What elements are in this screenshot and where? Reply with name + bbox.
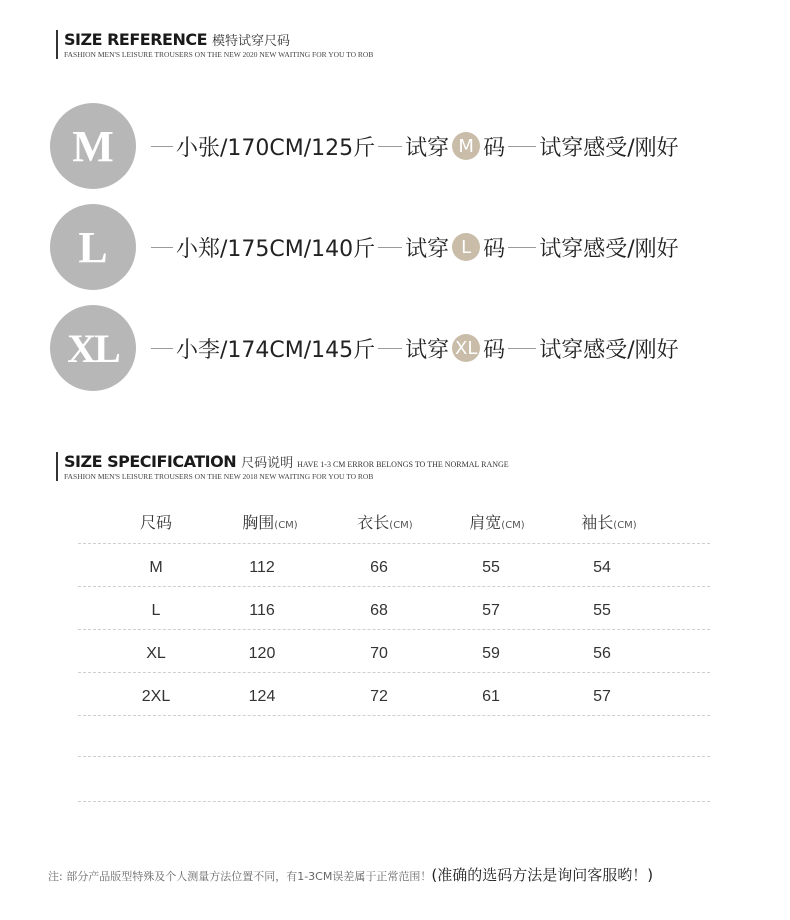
model-info-m: [148, 131, 679, 162]
model-row-xl: [50, 305, 679, 391]
fit-feeling: 试穿感受/刚好: [539, 236, 679, 262]
table-divider: [78, 629, 710, 630]
size-circle-xl: XL: [50, 305, 136, 391]
footer-note-small: 注: 部分产品版型特殊及个人测量方法位置不同，有1-3CM误差属于正常范围！: [48, 870, 432, 883]
dash-divider: [508, 146, 536, 147]
footer-note: [48, 864, 653, 885]
dash-divider: [508, 247, 536, 248]
cell-size: XL: [146, 645, 166, 662]
table-divider: [78, 586, 710, 587]
column-header-size: 尺码: [139, 513, 173, 532]
size-reference-header: [56, 30, 384, 59]
size-specification-title-zh: 尺码说明: [241, 456, 294, 471]
model-row-l: [50, 204, 679, 290]
dash-divider: [508, 348, 536, 349]
cell-chest: 112: [249, 559, 275, 576]
column-header-shoulder: 肩宽(CM): [469, 513, 525, 532]
fit-feeling: 试穿感受/刚好: [539, 337, 679, 363]
dash-divider: [151, 146, 173, 147]
table-row: [0, 559, 790, 583]
cell-sleeve: 57: [593, 688, 611, 705]
size-reference-title: SIZE REFERENCE: [64, 30, 207, 49]
table-row: [0, 645, 790, 669]
table-row: [0, 688, 790, 712]
model-info-xl: [148, 333, 679, 364]
size-badge-l: L: [452, 233, 480, 261]
cell-length: 70: [370, 645, 388, 662]
table-divider: [78, 672, 710, 673]
size-badge-xl: XL: [452, 334, 480, 362]
dash-divider: [378, 348, 402, 349]
size-reference-subtitle: FASHION MEN'S LEISURE TROUSERS ON THE NEW 2020 NEW WAITING FOR YOU TO ROB: [64, 50, 374, 59]
fit-feeling: 试穿感受/刚好: [539, 135, 679, 161]
cell-shoulder: 57: [482, 602, 500, 619]
cell-length: 72: [370, 688, 388, 705]
table-divider: [78, 801, 710, 802]
model-info: 小郑/175CM/140斤: [176, 236, 376, 262]
cell-length: 68: [370, 602, 388, 619]
size-reference-title-zh: 模特试穿尺码: [212, 34, 291, 49]
dash-divider: [378, 146, 402, 147]
table-row: [0, 602, 790, 626]
cell-sleeve: 54: [593, 559, 611, 576]
cell-length: 66: [370, 559, 388, 576]
cell-chest: 116: [249, 602, 275, 619]
model-info: 小张/170CM/125斤: [176, 135, 376, 161]
cell-shoulder: 59: [482, 645, 500, 662]
model-info-l: [148, 232, 679, 263]
model-row-m: [50, 103, 679, 189]
size-badge-m: M: [452, 132, 480, 160]
model-info: 小李/174CM/145斤: [176, 337, 376, 363]
dash-divider: [151, 247, 173, 248]
cell-chest: 120: [248, 645, 276, 662]
cell-sleeve: 55: [593, 602, 611, 619]
error-range-note: HAVE 1-3 CM ERROR BELONGS TO THE NORMAL RANGE: [297, 460, 509, 469]
size-circle-m: M: [50, 103, 136, 189]
try-suffix: 码: [483, 337, 506, 363]
dash-divider: [378, 247, 402, 248]
column-header-length: 衣长(CM): [357, 513, 413, 532]
cell-shoulder: 61: [482, 688, 500, 705]
cell-size: L: [151, 602, 161, 619]
table-divider: [78, 543, 710, 544]
column-header-sleeve: 袖长(CM): [581, 513, 637, 532]
size-specification-header: [56, 452, 509, 481]
table-divider: [78, 715, 710, 716]
dash-divider: [151, 348, 173, 349]
size-specification-subtitle: FASHION MEN'S LEISURE TROUSERS ON THE NEW 2018 NEW WAITING FOR YOU TO ROB: [64, 472, 374, 481]
size-specification-title: SIZE SPECIFICATION: [64, 452, 237, 471]
cell-chest: 124: [248, 688, 276, 705]
cell-size: M: [149, 559, 163, 576]
cell-size: 2XL: [141, 688, 171, 705]
try-prefix: 试穿: [405, 135, 450, 161]
column-header-chest: 胸围(CM): [242, 513, 298, 532]
size-table-header: [0, 510, 790, 536]
table-divider: [78, 756, 710, 757]
footer-note-big: (准确的选码方法是询问客服哟！): [431, 866, 654, 884]
size-circle-l: L: [50, 204, 136, 290]
cell-sleeve: 56: [593, 645, 611, 662]
try-suffix: 码: [483, 236, 506, 262]
try-prefix: 试穿: [405, 337, 450, 363]
cell-shoulder: 55: [482, 559, 500, 576]
try-suffix: 码: [483, 135, 506, 161]
try-prefix: 试穿: [405, 236, 450, 262]
